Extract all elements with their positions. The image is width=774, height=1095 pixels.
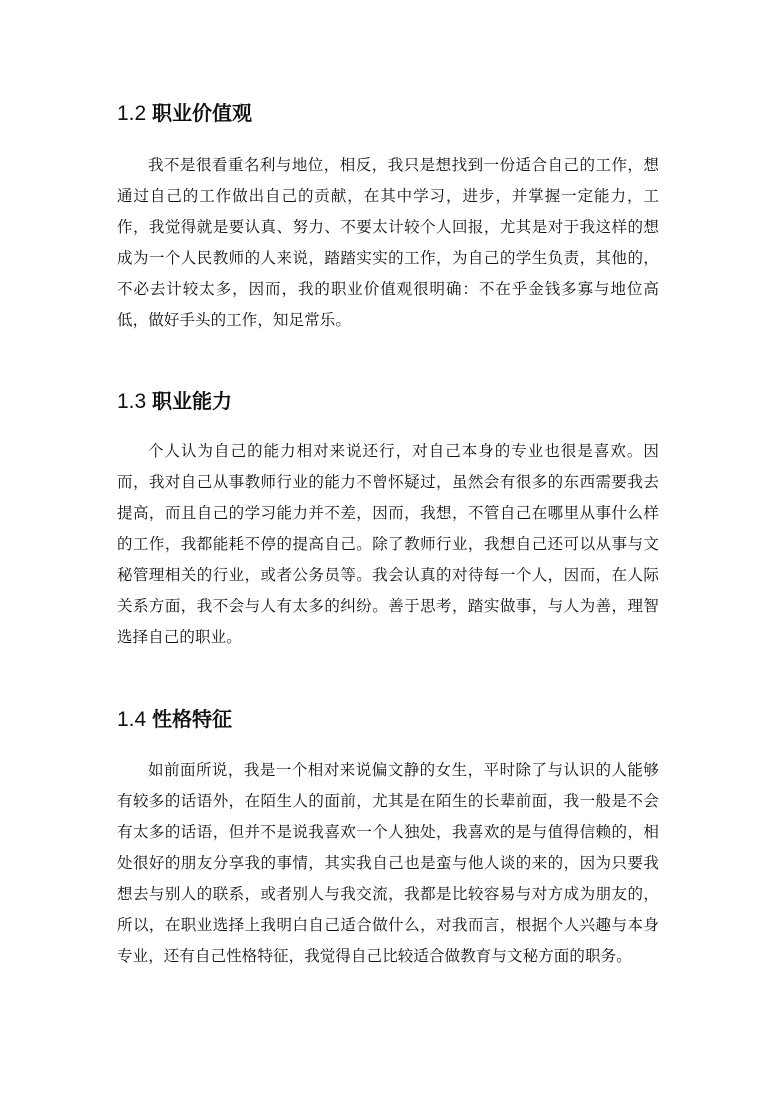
section-heading xyxy=(117,705,659,734)
section-number: 1.4 xyxy=(117,708,147,731)
section-heading xyxy=(117,99,659,128)
section-paragraph: 如前面所说，我是一个相对来说偏文静的女生，平时除了与认识的人能够有较多的话语外，在陌生人的面前，尤其是在陌生的长辈前面，我一般是不会有太多的话语，但并不是说我喜欢一个人独处，我喜欢的是与值得信赖的，相处很好的朋友分享我的事情，其实我自己也是蛮与他人谈的来的，因为只要我想去与别人的联系，或者别人与我交流，我都是比较容易与对方成为朋友的，所以，在职业选择上我明白自己适合做什么，对我而言，根据个人兴趣与本身专业，还有自己性格特征，我觉得自己比较适合做教育与文秘方面的职务。 xyxy=(117,761,659,965)
section-title: 职业价值观 xyxy=(152,101,253,125)
section-personality xyxy=(117,705,659,965)
section-heading xyxy=(117,387,659,416)
section-number: 1.3 xyxy=(117,390,147,413)
section-paragraph: 我不是很看重名利与地位，相反，我只是想找到一份适合自己的工作，想通过自己的工作做出自己的贡献，在其中学习，进步，并掌握一定能力，工作，我觉得就是要认真、努力、不要太计较个人回报，尤其是对于我这样的想成为一个人民教师的人来说，踏踏实实的工作，为自己的学生负责，其他的，不必去计较太多，因而，我的职业价值观很明确：不在乎金钱多寡与地位高低，做好手头的工作，知足常乐。 xyxy=(117,156,659,329)
section-number: 1.2 xyxy=(117,102,147,125)
section-work-ability xyxy=(117,387,659,646)
section-paragraph: 个人认为自己的能力相对来说还行，对自己本身的专业也很是喜欢。因而，我对自己从事教师行业的能力不曾怀疑过，虽然会有很多的东西需要我去提高，而且自己的学习能力并不差，因而，我想，不管自己在哪里从事什么样的工作，我都能耗不停的提高自己。除了教师行业，我想自己还可以从事与文秘管理相关的行业，或者公务员等。我会认真的对待每一个人，因而，在人际关系方面，我不会与人有太多的纠纷。善于思考，踏实做事，与人为善，理智选择自己的职业。 xyxy=(117,442,659,646)
section-work-values xyxy=(117,99,659,329)
section-title: 职业能力 xyxy=(152,389,233,413)
section-title: 性格特征 xyxy=(152,707,233,731)
